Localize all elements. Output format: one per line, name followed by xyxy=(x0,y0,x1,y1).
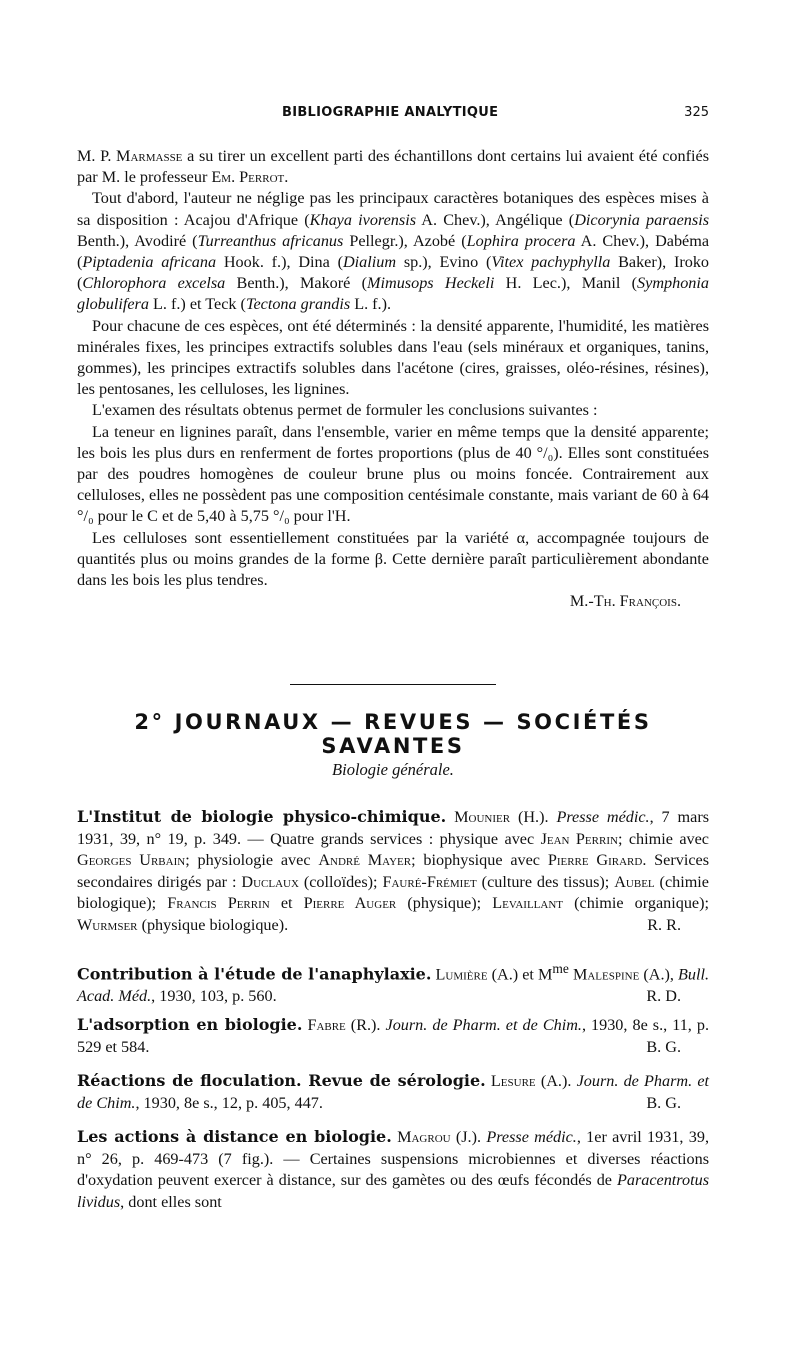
text-run: A. Chev.), Angélique ( xyxy=(416,210,575,229)
author-name: Wurmser xyxy=(77,915,138,934)
author-name: Malespine xyxy=(572,965,640,984)
entry-title: L'Institut de biologie physico-chimique. xyxy=(77,807,447,826)
running-header xyxy=(77,105,709,125)
text-run: Tout d'abord, l'auteur ne néglige pas les principaux caractères botaniques des espèces mises à sa disposition : Acajou d'Afrique ( xyxy=(77,189,709,229)
italic-text: Journ. de Pharm. et de Chim. xyxy=(385,1016,582,1034)
entry-title: Réactions de floculation. Revue de sérologie. xyxy=(77,1071,486,1090)
italic-text: Paracentrotus lividus xyxy=(77,1171,709,1211)
italic-text: Symphonia globulifera xyxy=(77,274,709,314)
bibliography-entry xyxy=(77,1070,709,1114)
author-name: Jean Perrin xyxy=(540,829,618,848)
page-number: 325 xyxy=(684,105,709,120)
bibliography-entry xyxy=(77,958,709,1007)
review-paragraph-4: L'examen des résultats obtenus permet de formuler les conclusions suivantes : xyxy=(92,401,598,420)
author-name: Lumière xyxy=(435,965,488,984)
text-run: (physique biologique). xyxy=(137,915,289,934)
author-name: Fauré-Frémiet xyxy=(382,872,477,891)
italic-text: Lophira procera xyxy=(466,231,576,250)
italic-text: Turreanthus africanus xyxy=(197,231,344,250)
subsection-title: Biologie générale. xyxy=(332,760,454,779)
italic-text: Piptadenia africana xyxy=(82,253,217,272)
text-run: Baker), Iroko ( xyxy=(77,253,710,293)
text-run: ; physiologie avec xyxy=(185,851,319,869)
review-paragraph-5: La teneur en lignines paraît, dans l'ensemble, varier en même temps que la densité apparente; les bois les plus durs en renferment de fortes proportions (plus de 40 °/₀). Elles sont constituées par des poudres homogènes de couleur brune plus ou moins foncée. Contrairement aux celluloses, elles ne possèdent pas une composition centésimale constante, mais variant de 60 à 64 °/₀ pour le C et de 5,40 à 5,75 °/₀ pour l'H. xyxy=(77,422,709,526)
italic-text: Journ. de Pharm. et de Chim. xyxy=(77,1072,710,1112)
section-title: 2° JOURNAUX — REVUES — SOCIÉTÉS SAVANTES xyxy=(134,710,652,758)
bibliography-entry xyxy=(77,1014,709,1058)
text-run: , dont elles sont xyxy=(120,1192,222,1211)
text-run: (R.). xyxy=(345,1016,386,1034)
text-run: (A.). xyxy=(535,1072,577,1090)
bibliography-entry xyxy=(77,806,709,936)
italic-text: Vitex pachyphylla xyxy=(491,253,611,272)
review-block xyxy=(77,146,709,612)
author-name: Lesure xyxy=(490,1072,536,1090)
text-run: et xyxy=(269,894,304,912)
text-run: (A.) et M xyxy=(487,965,553,984)
author-name: Levaillant xyxy=(492,894,564,912)
text-run: (chimie biologique); xyxy=(77,872,709,912)
review-paragraph-2 xyxy=(77,188,709,315)
text-run: Benth.), Avodiré ( xyxy=(77,231,198,250)
reviewer-initials: B. G. xyxy=(646,1037,681,1056)
review-signature xyxy=(77,591,709,612)
italic-text: Khaya ivorensis xyxy=(309,210,416,229)
text-run: a su tirer un excellent parti des échantillons dont certains lui avaient été confiés par M. le professeur xyxy=(77,147,709,187)
text-run xyxy=(446,808,454,826)
author-name: Duclaux xyxy=(241,872,299,891)
text-run: ; chimie avec xyxy=(617,829,709,848)
bibliography-entry xyxy=(77,1126,709,1213)
italic-text: Presse médic. xyxy=(486,1128,577,1146)
review-paragraph-1 xyxy=(77,146,709,188)
author-name: Pierre Auger xyxy=(303,894,397,912)
text-run: sp.), Evino ( xyxy=(396,253,492,272)
reviewer-initials: B. G. xyxy=(646,1093,681,1112)
entry-title: L'adsorption en biologie. xyxy=(77,1015,303,1034)
text-run: , 1930, 8e s., 11, p. 529 et 584. xyxy=(77,1016,710,1056)
text-run: (A.), xyxy=(639,965,678,984)
section-divider xyxy=(290,684,496,685)
text-run: A. Chev.), Dabéma ( xyxy=(77,231,710,272)
italic-text: Chlorophora excelsa xyxy=(82,274,226,293)
text-run: Hook. f.), Dina ( xyxy=(216,253,343,272)
author-name: Francis Perrin xyxy=(167,894,270,912)
author-name: Em. Perrot xyxy=(211,168,285,187)
review-paragraph-3: Pour chacune de ces espèces, ont été déterminés : la densité apparente, l'humidité, les matières minérales fixes, les principes extractifs solubles dans l'eau (sels minéraux et organiques, tanins, gommes), les principes extractifs solubles dans l'acétone (cires, graisses, oléo-résines, résines), les pentosanes, les celluloses, les lignines. xyxy=(77,316,709,399)
entry-title: Contribution à l'étude de l'anaphylaxie. xyxy=(77,964,432,984)
signature-text: M.-Th. François. xyxy=(569,592,681,611)
author-name: Pierre Girard xyxy=(547,851,643,869)
italic-text: Bull. Acad. Méd. xyxy=(77,965,710,1005)
reviewer-initials: R. R. xyxy=(647,915,681,934)
italic-text: Tectona grandis xyxy=(245,295,351,314)
text-run: (colloïdes); xyxy=(298,872,383,891)
author-name: Aubel xyxy=(614,872,655,891)
text-run: . xyxy=(284,168,289,187)
italic-text: Presse médic. xyxy=(556,808,650,826)
text-run: , 1er avril 1931, 39, n° 26, p. 469-473 (7 fig.). — Certaines suspensions microbiennes et diverses réactions d'oxydation peuvent exercer à distance, sur des gamètes ou des œufs fécondés de xyxy=(77,1128,709,1189)
author-name: Marmasse xyxy=(116,147,183,165)
italic-text: Dialium xyxy=(342,253,397,272)
text-run: (chimie organique); xyxy=(563,894,709,912)
text-run: (H.). xyxy=(510,808,557,826)
running-title: BIBLIOGRAPHIE ANALYTIQUE xyxy=(282,105,499,120)
text-run: H. Lec.), Manil ( xyxy=(494,274,638,293)
author-name: André Mayer xyxy=(318,851,412,869)
reviewer-initials: R. D. xyxy=(646,986,681,1005)
text-run: (culture des tissus); xyxy=(476,872,615,891)
author-name: Magrou xyxy=(397,1128,451,1146)
review-paragraph-6: Les celluloses sont essentiellement constituées par la variété α, accompagnée toujours de quantités plus ou moins grandes de la forme β. Cette dernière paraît particulièrement abondante dans les bois les plus tendres. xyxy=(77,528,709,590)
text-run: , 1930, 103, p. 560. xyxy=(151,986,277,1005)
text-run: . Services secondaires dirigés par : xyxy=(77,851,710,891)
text-run: Pellegr.), Azobé ( xyxy=(343,231,467,250)
text-run: L. f.). xyxy=(350,295,392,314)
text-run: Benth.), Makoré ( xyxy=(225,274,368,293)
text-run: (physique); xyxy=(396,894,493,912)
text-run: (J.). xyxy=(450,1128,487,1146)
author-name: Fabre xyxy=(307,1016,346,1034)
italic-text: Dicorynia paraensis xyxy=(574,210,710,229)
text-run: , 7 mars 1931, 39, n° 19, p. 349. — Quatre grands services : physique avec xyxy=(77,808,710,848)
text-run: L. f.) et Teck ( xyxy=(148,295,246,314)
text-run: M. P. xyxy=(77,147,117,165)
author-name: Mounier xyxy=(454,808,511,826)
text-run: , 1930, 8e s., 12, p. 405, 447. xyxy=(135,1093,323,1112)
italic-text: Mimusops Heckeli xyxy=(367,274,495,293)
author-name: Georges Urbain xyxy=(77,851,186,869)
text-run: ; biophysique avec xyxy=(411,851,548,869)
entry-title: Les actions à distance en biologie. xyxy=(77,1127,392,1146)
text-run: me xyxy=(552,961,569,976)
